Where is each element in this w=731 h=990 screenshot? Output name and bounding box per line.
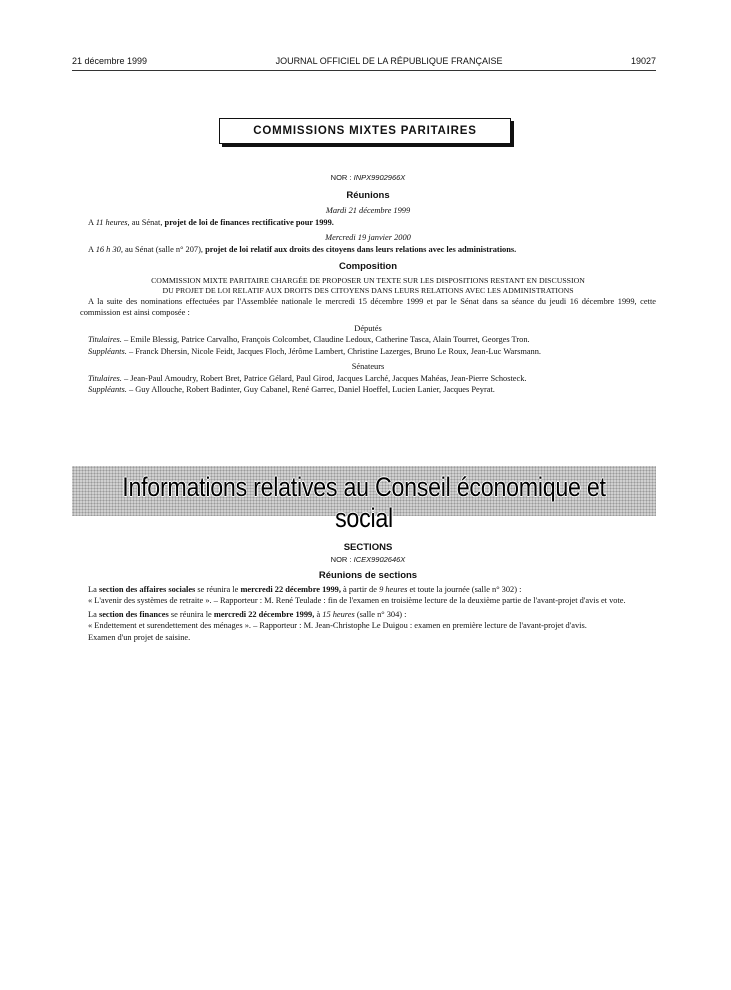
header-page-number: 19027: [630, 56, 656, 66]
titulaires-label: Titulaires.: [88, 335, 122, 344]
nor-code: ICEX9902646X: [353, 554, 406, 564]
titulaires-label: Titulaires.: [88, 373, 122, 383]
composition-heading: Composition: [338, 261, 398, 272]
meeting-date: mercredi 22 décembre 1999,: [240, 584, 341, 594]
text: (salle n° 304) :: [354, 609, 407, 619]
meeting-date-1: Mardi 21 décembre 1999: [325, 206, 411, 215]
reunions-sections-heading: Réunions de sections: [318, 570, 418, 581]
text: se réunira le: [195, 584, 241, 594]
section-name: section des finances: [98, 609, 169, 619]
text: se réunira le: [168, 609, 214, 619]
item-subject: projet de loi de finances rectificative pour 1999.: [164, 217, 334, 227]
item-place: au Sénat (salle n° 207),: [125, 244, 204, 254]
page-header: [72, 56, 656, 66]
text: La: [88, 584, 99, 594]
cmp-title-box: [219, 118, 511, 144]
cmp-title: COMMISSIONS MIXTES PARITAIRES: [253, 125, 477, 137]
meeting-item-2: [80, 244, 656, 256]
section-1-announcement: [80, 584, 656, 596]
titulaires-names: – Emile Blessig, Patrice Carvalho, François Colcombet, Claudine Ledoux, Catherine Tasca, Alain Tourret, Georges Tron.: [121, 335, 530, 344]
ces-banner: [72, 466, 656, 533]
item-time: 11 heures,: [95, 217, 130, 227]
text: La: [88, 609, 99, 619]
item-time: 16 h 30,: [95, 244, 123, 254]
suppleants-label: Suppléants.: [88, 385, 127, 394]
nor-label: NOR :: [330, 173, 352, 182]
header-journal-title: JOURNAL OFFICIEL DE LA RÉPUBLIQUE FRANÇAISE: [275, 56, 503, 66]
deputes-heading: Députés: [354, 323, 382, 333]
ces-nor: [80, 554, 656, 566]
suppleants-names: – Franck Dhersin, Nicole Feidt, Jacques Floch, Jérôme Lambert, Christine Lazerges, Bruno Le Roux, Jean-Luc Warsmann.: [126, 346, 542, 356]
text: à: [314, 609, 323, 619]
header-rule: [72, 70, 656, 71]
item-place: au Sénat,: [131, 217, 163, 227]
commission-title-line-2: DU PROJET DE LOI RELATIF AUX DROITS DES CITOYENS DANS LEURS RELATIONS AVEC LES ADMINISTRATIONS: [162, 285, 574, 295]
meeting-time: 15 heures: [322, 609, 355, 619]
deputes-titulaires: [80, 334, 656, 346]
senateurs-heading: Sénateurs: [351, 362, 385, 371]
cmp-section: [80, 172, 656, 396]
ces-section: [80, 542, 656, 643]
senateurs-titulaires: [80, 373, 656, 385]
sections-heading: SECTIONS: [343, 542, 393, 553]
section-1-detail: « L'avenir des systèmes de retraite ». – Rapporteur : M. René Teulade : fin de l'examen en troisième lecture de la deuxième partie de l'avant-projet d'avis et vote.: [88, 596, 626, 605]
item-prefix: A: [88, 244, 94, 254]
meeting-time: 9 heures: [379, 584, 408, 594]
nor-code: INPX9902966X: [353, 173, 406, 182]
section-name: section des affaires sociales: [98, 584, 196, 594]
meeting-date-2: Mercredi 19 janvier 2000: [325, 233, 411, 242]
text: à partir de: [340, 584, 380, 594]
deputes-suppleants: [80, 346, 656, 358]
titulaires-names: – Jean-Paul Amoudry, Robert Bret, Patrice Gélard, Paul Girod, Jacques Larché, Jacques Mahéas, Jean-Pierre Schosteck.: [121, 373, 527, 383]
ces-banner-title: Informations relatives au Conseil économique et social: [122, 472, 606, 533]
text: et toute la journée (salle n° 302) :: [407, 584, 522, 594]
commission-intro: A la suite des nominations effectuées par l'Assemblée nationale le mercredi 15 décembre 1999 et par le Sénat dans sa séance du jeudi 16 décembre 1999, cette commission est ainsi composée :: [80, 296, 656, 317]
section-2-announcement: [80, 609, 656, 621]
senateurs-suppleants: [80, 384, 656, 396]
suppleants-names: – Guy Allouche, Robert Badinter, Guy Cabanel, René Garrec, Daniel Hoeffel, Lucien Lanier, Jacques Peyrat.: [126, 385, 495, 394]
cmp-nor: [80, 172, 656, 184]
commission-title-line-1: COMMISSION MIXTE PARITAIRE CHARGÉE DE PROPOSER UN TEXTE SUR LES DISPOSITIONS RESTANT EN DISCUSSION: [151, 275, 585, 285]
section-2-extra: Examen d'un projet de saisine.: [88, 632, 191, 642]
item-subject: projet de loi relatif aux droits des citoyens dans leurs relations avec les administrations.: [205, 244, 517, 254]
meeting-date: mercredi 22 décembre 1999,: [213, 609, 315, 619]
nor-label: NOR :: [330, 554, 352, 564]
header-date: 21 décembre 1999: [72, 56, 148, 66]
meeting-item-1: [80, 217, 656, 229]
suppleants-label: Suppléants.: [88, 346, 127, 356]
reunions-heading: Réunions: [346, 189, 390, 201]
item-prefix: A: [88, 217, 94, 227]
section-2-detail: « Endettement et surendettement des ménages ». – Rapporteur : M. Jean-Christophe Le Duigou : examen en première lecture de l'avant-projet d'avis.: [88, 621, 587, 630]
